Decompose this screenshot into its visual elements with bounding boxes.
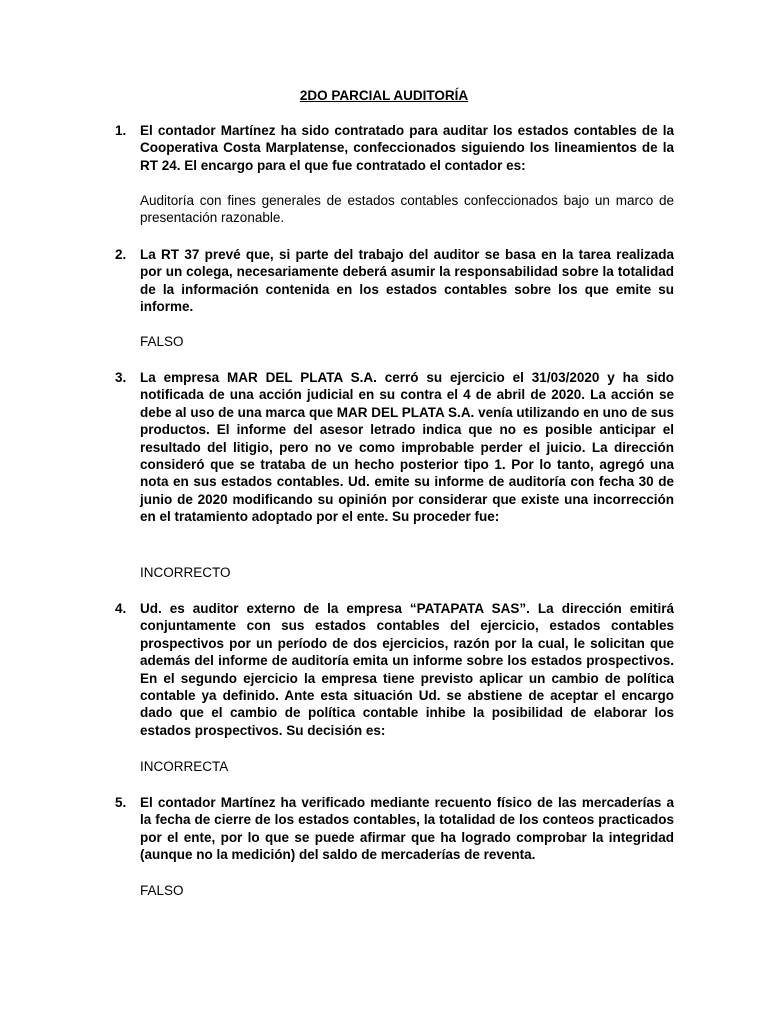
- answer-text: INCORRECTO: [140, 565, 231, 580]
- question-number: 3.: [115, 370, 127, 385]
- question-text: El contador Martínez ha sido contratado para auditar los estados contables de la Cooperativa Costa Marplatense, confeccionados siguiendo los lineamientos de la RT 24. El encargo para el que fue contratado el contador es:: [140, 123, 674, 173]
- question-number: 2.: [115, 247, 127, 262]
- question-number: 4.: [115, 601, 127, 616]
- question-text: Ud. es auditor externo de la empresa “PATAPATA SAS”. La dirección emitirá conjuntamente con sus estados contables del ejercicio, estados contables prospectivos por un período de dos ejercicios, razón por la cual, le solicitan que además del informe de auditoría emita un informe sobre los estados prospectivos. En el segundo ejercicio la empresa tiene previsto aplicar un cambio de política contable ya definido. Ante esta situación Ud. se abstiene de aceptar el encargo dado que el cambio de política contable inhibe la posibilidad de elaborar los estados prospectivos. Su decisión es:: [140, 601, 674, 738]
- answer-text: FALSO: [140, 883, 184, 898]
- question-number: 1.: [115, 123, 127, 138]
- question-number: 5.: [115, 795, 127, 810]
- question-text: La RT 37 prevé que, si parte del trabajo del auditor se basa en la tarea realizada por un colega, necesariamente deberá asumir la responsabilidad sobre la totalidad de la información contenida en los estados contables sobre los que emite su informe.: [140, 247, 674, 315]
- answer-text: INCORRECTA: [140, 759, 229, 774]
- question-text: El contador Martínez ha verificado mediante recuento físico de las mercaderías a la fecha de cierre de los estados contables, la totalidad de los conteos practicados por el ente, por lo que se puede afirmar que ha logrado comprobar la integridad (aunque no la medición) del saldo de mercaderías de reventa.: [140, 795, 674, 863]
- document-title: 2DO PARCIAL AUDITORÍA: [299, 88, 469, 103]
- answer-text: Auditoría con fines generales de estados contables confeccionados bajo un marco de presentación razonable.: [140, 193, 674, 226]
- question-text: La empresa MAR DEL PLATA S.A. cerró su ejercicio el 31/03/2020 y ha sido notificada de una acción judicial en su contra el 4 de abril de 2020. La acción se debe al uso de una marca que MAR DEL PLATA S.A. venía utilizando en uno de sus productos. El informe del asesor letrado indica que no es posible anticipar el resultado del litigio, pero no ve como improbable perder el juicio. La dirección consideró que se trataba de un hecho posterior tipo 1. Por lo tanto, agregó una nota en sus estados contables. Ud. emite su informe de auditoría con fecha 30 de junio de 2020 modificando su opinión por considerar que existe una incorrección en el tratamiento adoptado por el ente. Su proceder fue:: [140, 370, 674, 525]
- answer-text: FALSO: [140, 334, 184, 349]
